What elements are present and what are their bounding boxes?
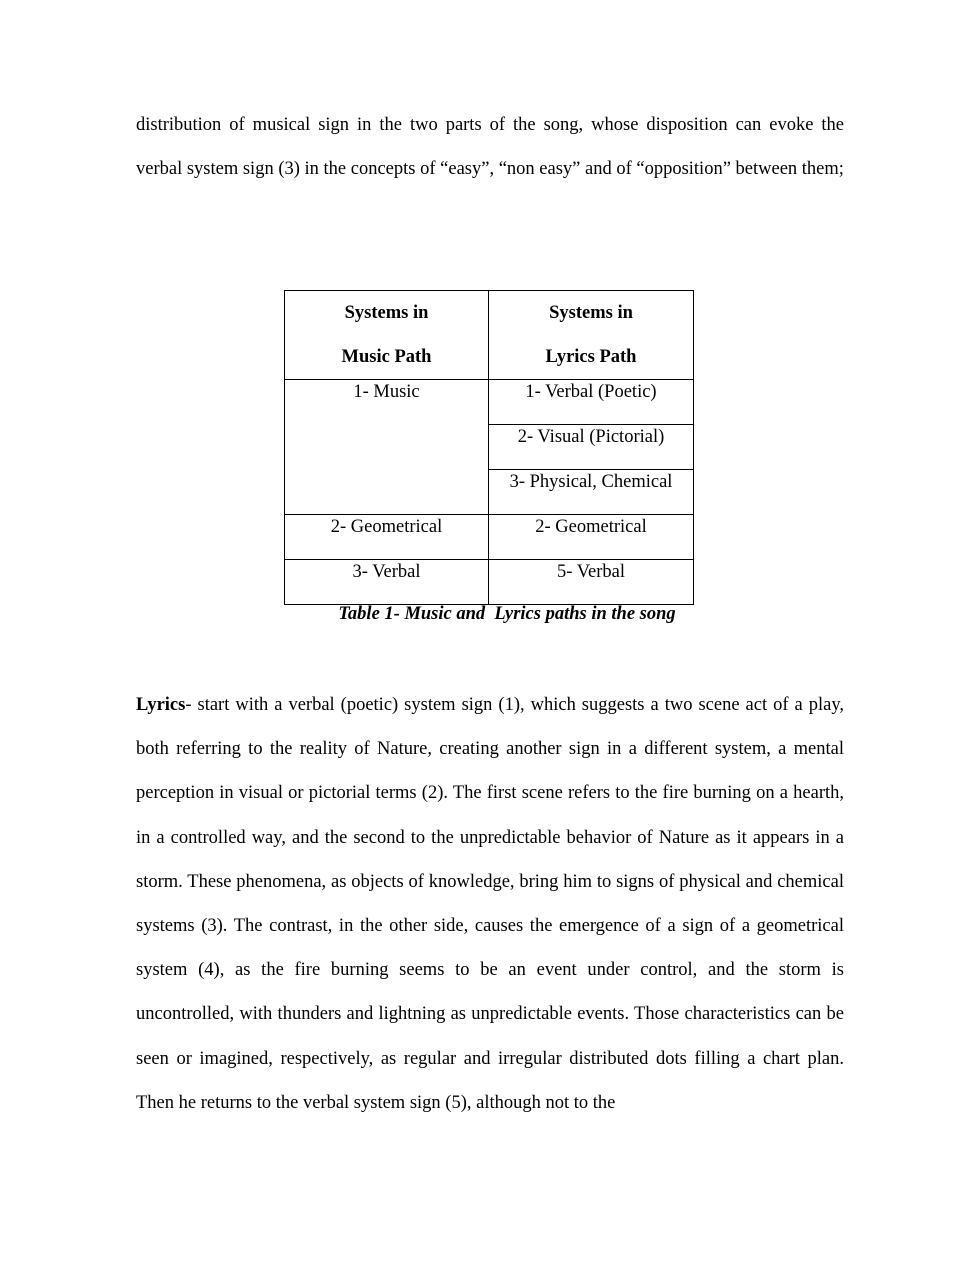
paragraph-bottom-text: - start with a verbal (poetic) system sign (1), which suggests a two scene act of a play, both referring to the reality of Nature, creating another sign in a different system, a mental perception in visual or pictorial terms (2). The first scene refers to the fire burning on a hearth, in a controlled way, and the second to the unpredictable behavior of Nature as it appears in a storm. These phenomena, as objects of knowledge, bring him to signs of physical and chemical systems (3). The contrast, in the other side, causes the emergence of a sign of a geometrical system (4), as the fire burning seems to be an event under control, and the storm is uncontrolled, with thunders and lightning as unpredictable events. Those characteristics can be seen or imagined, respectively, as regular and irregular distributed dots filling a chart plan. Then he returns to the verbal system sign (5), although not to the xyxy=(136,695,844,1113)
header-music-line1: Systems in xyxy=(344,303,429,323)
paragraph-bottom-lead-in: Lyrics xyxy=(136,695,186,715)
header-lyrics-line1: Systems in xyxy=(549,303,633,323)
cell-lyrics-5: 5- Verbal xyxy=(489,560,694,605)
systems-table xyxy=(284,290,694,605)
cell-music-2: 2- Geometrical xyxy=(285,515,489,560)
cell-lyrics-3: 3- Physical, Chemical xyxy=(489,470,694,515)
table-row xyxy=(285,515,694,560)
table-row xyxy=(285,380,694,425)
cell-lyrics-4: 2- Geometrical xyxy=(489,515,694,560)
paragraph-bottom xyxy=(136,683,844,1125)
table-row xyxy=(285,560,694,605)
header-lyrics-path xyxy=(489,291,694,380)
cell-music-3: 3- Verbal xyxy=(285,560,489,605)
cell-music-1: 1- Music xyxy=(285,380,489,515)
cell-lyrics-2: 2- Visual (Pictorial) xyxy=(489,425,694,470)
table-header-row xyxy=(285,291,694,380)
header-music-line2: Music Path xyxy=(341,347,432,367)
cell-lyrics-1: 1- Verbal (Poetic) xyxy=(489,380,694,425)
paragraph-top xyxy=(136,103,844,191)
header-lyrics-line2: Lyrics Path xyxy=(545,347,637,367)
paragraph-top-text: distribution of musical sign in the two parts of the song, whose disposition can evoke the verbal system sign (3) in the concepts of “easy”, “non easy” and of “opposition” between them; xyxy=(136,115,844,180)
header-music-path xyxy=(285,291,489,380)
table-caption: Table 1- Music and Lyrics paths in the song xyxy=(338,604,676,624)
